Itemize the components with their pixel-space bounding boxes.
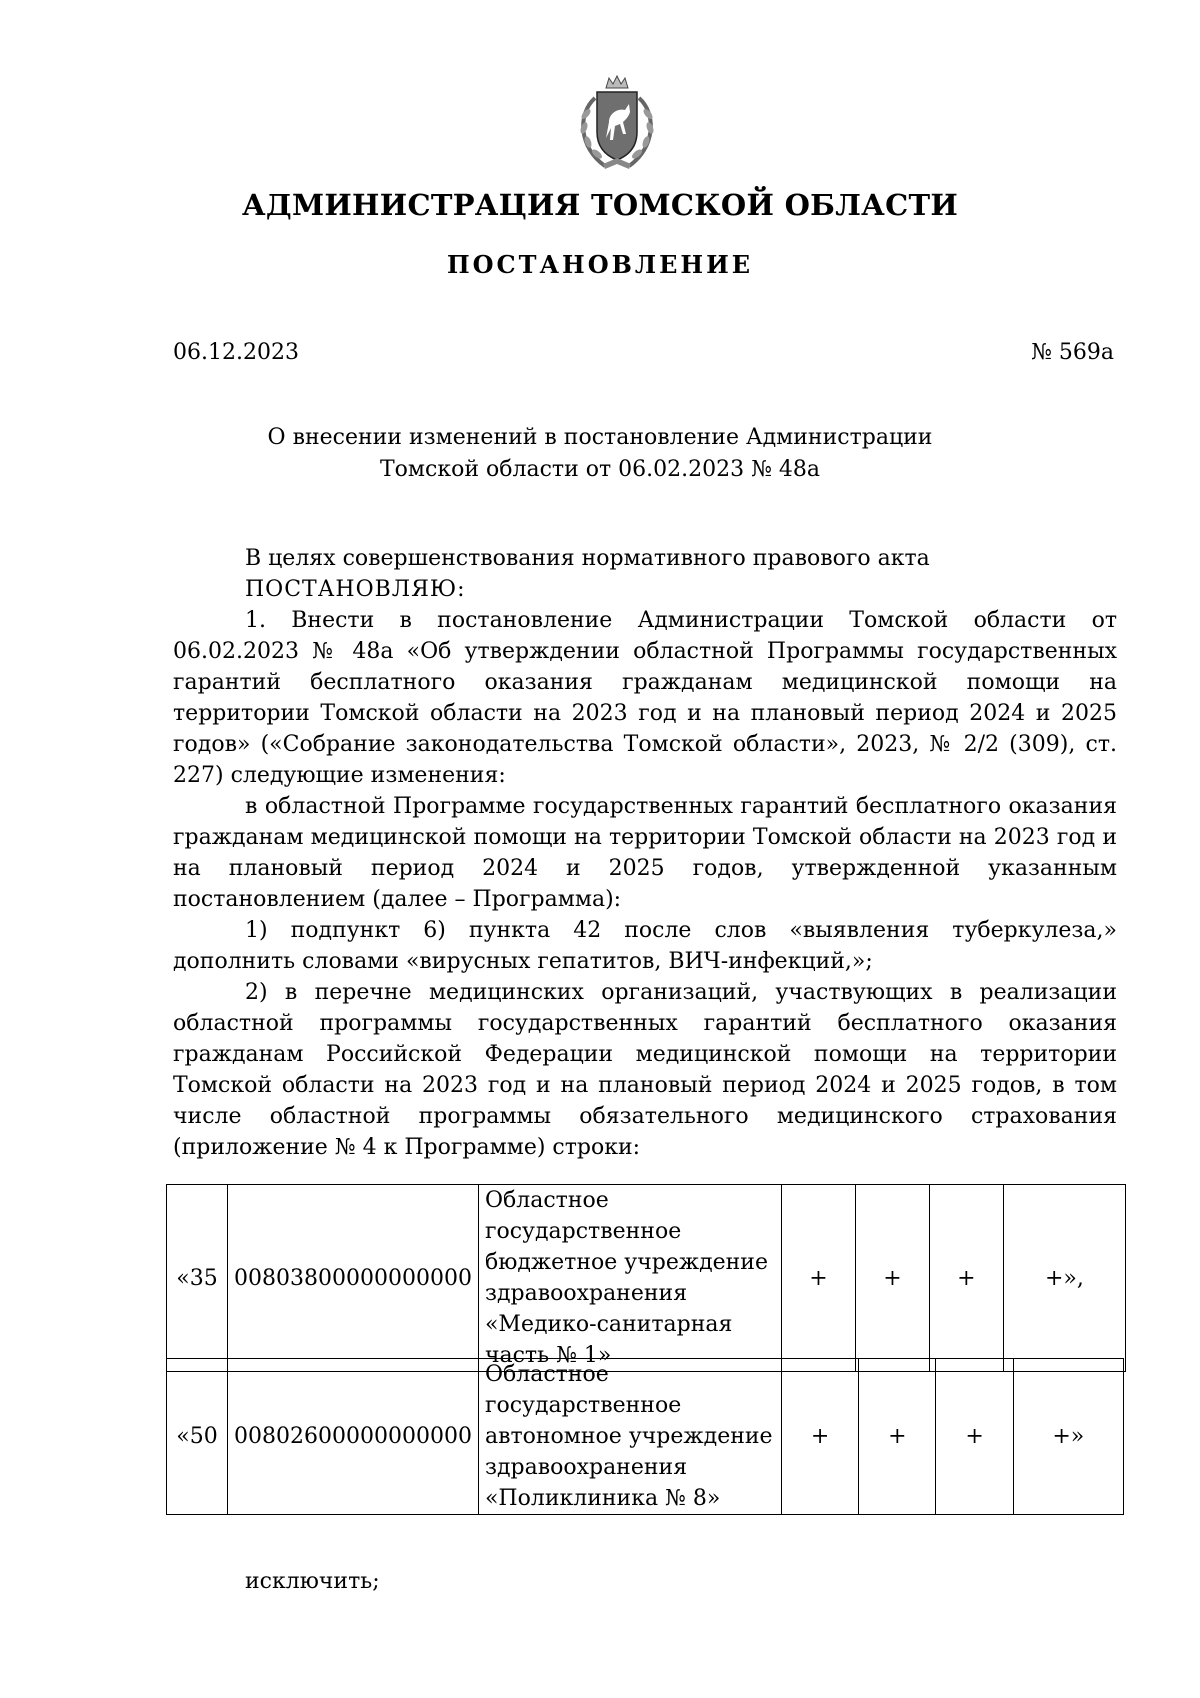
participation-mark-cell: +	[859, 1359, 936, 1515]
purpose-paragraph: В целях совершенствования нормативного правового акта	[245, 546, 930, 571]
document-type: ПОСТАНОВЛЕНИЕ	[446, 250, 754, 279]
row-number-cell: «35	[167, 1185, 228, 1372]
item-1-intro-paragraph: в областной Программе государственных гарантий бесплатного оказания гражданам медицинской помощи на территории Томской области на 2023 год и на плановый период 2024 и 2025 годов, утвержденной указанным постановлением (далее – Программа):	[173, 794, 1117, 912]
participation-mark-cell: +»	[1013, 1359, 1123, 1515]
participation-mark-cell: +»,	[1003, 1185, 1125, 1372]
participation-mark-cell: +	[781, 1359, 858, 1515]
document-number: № 569а	[1031, 340, 1114, 365]
subitem-1-paragraph: 1) подпункт 6) пункта 42 после слов «выявления туберкулеза,» дополнить словами «вирусных гепатитов, ВИЧ-инфекций,»;	[173, 918, 1117, 974]
organization-title: АДМИНИСТРАЦИЯ ТОМСКОЙ ОБЛАСТИ	[241, 188, 959, 222]
participation-mark-cell: +	[929, 1185, 1003, 1372]
resolve-heading: ПОСТАНОВЛЯЮ:	[245, 577, 466, 602]
subitem-2-paragraph: 2) в перечне медицинских организаций, участвующих в реализации областной программы государственных гарантий бесплатного оказания гражданам Российской Федерации медицинской помощи на территории Томской области на 2023 год и на плановый период 2024 и 2025 годов, в том числе областной программы обязательного медицинского страхования (приложение № 4 к Программе) строки:	[173, 980, 1117, 1160]
subject-line-1: О внесении изменений в постановление Администрации	[267, 425, 933, 450]
registry-code-cell: 00803800000000000	[228, 1185, 479, 1372]
coat-of-arms-emblem	[573, 74, 661, 174]
document-date: 06.12.2023	[173, 340, 299, 365]
participation-mark-cell: +	[855, 1185, 929, 1372]
row-number-cell: «50	[167, 1359, 228, 1515]
closing-instruction: исключить;	[245, 1569, 380, 1594]
document-body	[173, 543, 1117, 1163]
organizations-table-row-35	[166, 1184, 1126, 1372]
tomsk-coat-of-arms-icon	[573, 74, 661, 174]
participation-mark-cell: +	[936, 1359, 1013, 1515]
participation-mark-cell: +	[781, 1185, 855, 1372]
organization-name-cell: Областное государственное автономное учреждение здравоохранения «Поликлиника № 8»	[478, 1359, 781, 1515]
table-row	[167, 1185, 1126, 1372]
organization-name-cell: Областное государственное бюджетное учреждение здравоохранения «Медико-санитарная часть № 1»	[478, 1185, 781, 1372]
item-1-paragraph: 1. Внести в постановление Администрации Томской области от 06.02.2023 № 48а «Об утверждении областной Программы государственных гарантий бесплатного оказания гражданам медицинской помощи на территории Томской области на 2023 год и на плановый период 2024 и 2025 годов» («Собрание законодательства Томской области», 2023, № 2/2 (309), ст. 227) следующие изменения:	[173, 608, 1117, 788]
document-subject	[0, 422, 1200, 486]
organizations-table-row-50	[166, 1358, 1124, 1515]
table-row	[167, 1359, 1124, 1515]
registry-code-cell: 00802600000000000	[228, 1359, 479, 1515]
subject-line-2: Томской области от 06.02.2023 № 48а	[379, 457, 821, 482]
